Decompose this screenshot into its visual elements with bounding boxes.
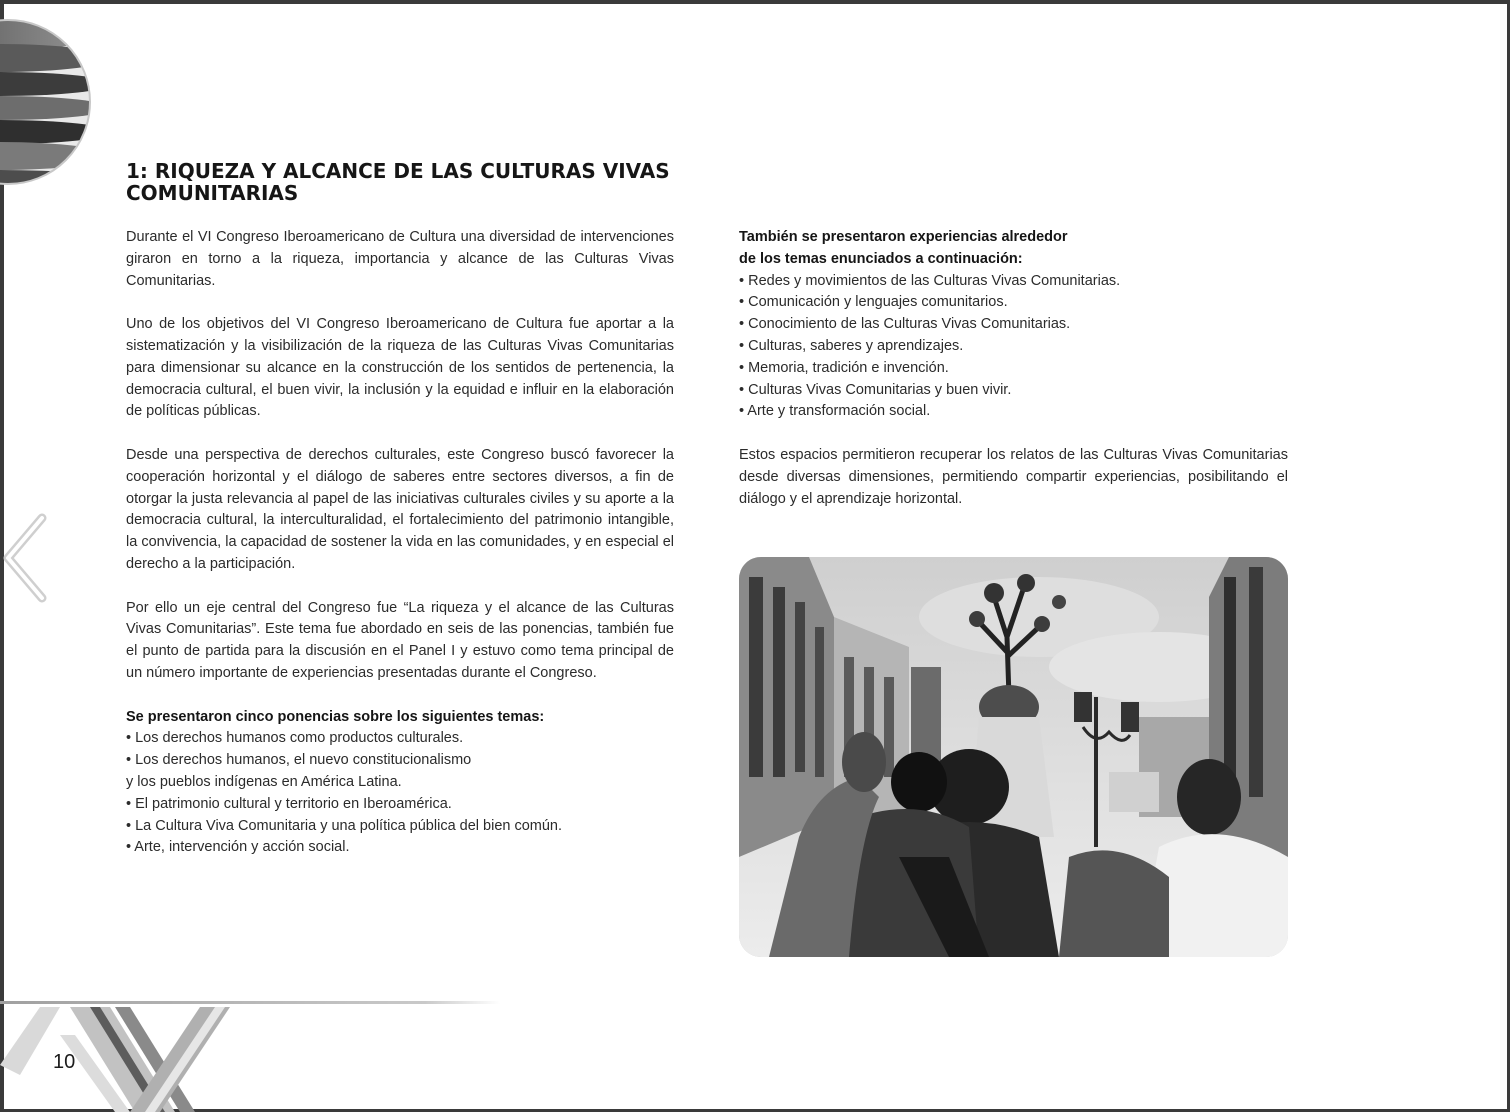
list-heading: Se presentaron cinco ponencias sobre los siguientes temas: [126,708,545,725]
paragraph: Durante el VI Congreso Iberoamericano de Cultura una diversidad de intervenciones giraron en torno a la riqueza, importancia y alcance de las Culturas Vivas Comunitarias. [126,229,674,289]
page-title: 1: RIQUEZA Y ALCANCE DE LAS CULTURAS VIVAS COMUNITARIAS [126,159,670,205]
heading-line: de los temas enunciados a continuación: [739,250,1023,267]
list-item: • La Cultura Viva Comunitaria y una política pública del bien común. [126,817,563,834]
chevron-left-icon[interactable] [0,512,52,604]
photo-illustration [739,557,1288,957]
page-number: 10 [53,1051,76,1073]
list-item: • Los derechos humanos, el nuevo constitucionalismo [126,752,472,769]
viewer-frame-top [0,0,1510,4]
list-item: • Culturas, saberes y aprendizajes. [739,337,964,354]
striped-sphere-icon [0,0,100,200]
list-item: • Los derechos humanos como productos culturales. [126,730,464,747]
experiences-heading [739,227,1288,271]
paragraph: Desde una perspectiva de derechos culturales, este Congreso buscó favorecer la cooperación horizontal y el diálogo de saberes entre sectores diversos, a fin de otorgar la justa relevancia al papel de las iniciativas culturales civiles y su aporte a la democracia cultural, la interculturalidad, el fortalecimiento del patrimonio intangible, la convivencia, la capacidad de sostener la vida en las comunidades, y en especial el derecho a la participación. [126,446,674,572]
list-item: • Comunicación y lenguajes comunitarios. [739,294,1008,311]
list-item: • Conocimiento de las Culturas Vivas Comunitarias. [739,316,1071,333]
list-item: • Redes y movimientos de las Culturas Vivas Comunitarias. [739,272,1121,289]
list-item: • Culturas Vivas Comunitarias y buen vivir. [739,381,1012,398]
experience-list [739,271,1288,424]
list-item: • Arte y transformación social. [739,403,931,420]
paragraph: Uno de los objetivos del VI Congreso Iberoamericano de Cultura fue aportar a la sistematización y la visibilización de la riqueza de las Culturas Vivas Comunitarias para dimensionar su alcance en la construcción de los sentidos de pertenencia, la democracia cultural, el buen vivir, la inclusión y la equidad e influir en la elaboración de políticas públicas. [126,316,674,420]
procession-photo [739,557,1288,957]
list-item: • Memoria, tradición e invención. [739,359,949,376]
diagonal-stripes-icon [0,995,520,1112]
left-column [126,227,674,859]
topic-list [126,728,674,859]
list-item: y los pueblos indígenas en América Latina. [126,773,402,790]
paragraph: Por ello un eje central del Congreso fue “La riqueza y el alcance de las Culturas Vivas Comunitarias”. Este tema fue abordado en seis de las ponencias, también fue el punto de partida para la discusión en el Panel I y estuvo como tema principal de un número importante de experiencias presentadas durante el Congreso. [126,599,674,681]
closing-paragraph: Estos espacios permitieron recuperar los relatos de las Culturas Vivas Comunitarias desde diversas dimensiones, permitiendo compartir experiencias, posibilitando el diálogo y el aprendizaje horizontal. [739,446,1288,507]
list-item: • El patrimonio cultural y territorio en Iberoamérica. [126,795,452,812]
list-item: • Arte, intervención y acción social. [126,839,350,856]
right-column [739,227,1288,510]
heading-line: También se presentaron experiencias alrededor [739,229,1068,245]
